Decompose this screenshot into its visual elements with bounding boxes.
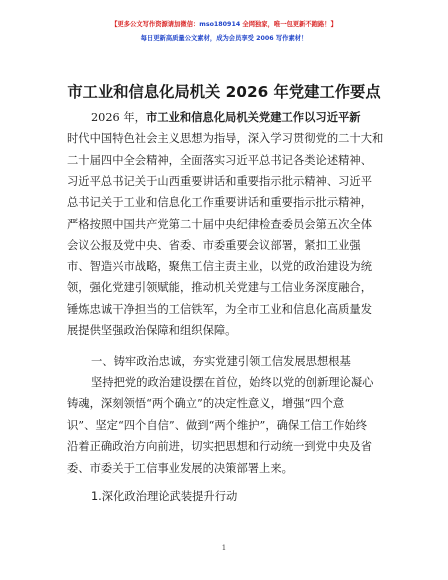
intro-line-lead: 时代中国特色社会主义思想为指导，深入学习贯彻党的二十大和 [67,132,384,145]
intro-line-lead: 会议公报及党中央、省委、市委重要会议部署，紧扣工业强 [67,239,361,252]
intro-paragraph-line [67,260,372,274]
section-1-paragraph-line [67,440,372,454]
intro-paragraph-line [67,132,383,146]
intro-line-lead: 总书记关于工业和信息化工作重要讲话和重要指示批示精神， [67,196,373,209]
intro-paragraph-line [67,218,372,232]
intro-paragraph-line [67,239,361,253]
section-1-paragraph-line [91,376,373,390]
intro-line-lead: 2026 年， [91,111,146,124]
promo-banner-line-1 [0,19,448,28]
intro-line-strong: 市工业和信息化局机关党建工作以习近平新 [145,111,361,124]
intro-line-lead: 领，强化党建引领赋能，推动机关党建与工信业务深度融合， [67,281,373,294]
section-body-text: 委、市委关于工信事业发展的决策部署上来。 [67,462,293,475]
section-body-text: 识”、坚定“四个自信”、做到“两个维护”，确保工信工作始终 [67,419,368,432]
intro-paragraph-line [67,154,372,168]
section-1-paragraph-line [67,419,367,433]
intro-line-lead: 展提供坚强政治保障和组织保障。 [67,324,237,337]
intro-paragraph-line [67,324,236,338]
intro-line-lead: 二十届四中全会精神，全面落实习近平总书记各类论述精神、 [67,154,373,167]
section-heading-1 [91,355,351,369]
promo-banner-line-2: 每日更新高质量公文素材，成为会员享受 2006 写作素材！ [140,35,308,42]
section-1-paragraph-line [67,397,344,411]
section-1-paragraph-line [67,462,293,476]
section-body-text: 铸魂，深刻领悟“两个确立”的决定性意义，增强“四个意 [67,397,345,410]
section-body-text: 沿着正确政治方向前进，切实把思想和行动统一到党中央及省 [67,440,373,453]
subsection-heading-1 [91,490,237,504]
subsection-heading-text: 1.深化政治理论武装提升行动 [91,490,238,503]
intro-line-lead: 严格按照中国共产党第二十届中央纪律检查委员会第五次全体 [67,218,373,231]
promo-banner-text-a: 【更多公文写作资源请加微信： [111,21,200,28]
promo-banner-wechat-id: mso180914 [199,21,241,28]
promo-banner-text-b: 全网独家，唯一包更新不跑路！】 [240,21,337,28]
section-body-text: 坚持把党的政治建设摆在首位，始终以党的创新理论凝心 [91,376,374,389]
intro-paragraph-line [91,111,361,125]
intro-paragraph-line [67,281,372,295]
intro-line-lead: 市、智造兴市战略，聚焦工信主责主业，以党的政治建设为统 [67,260,373,273]
intro-paragraph-line [67,303,372,317]
section-heading-text: 一、铸牢政治忠诚，夯实党建引领工信发展思想根基 [91,355,351,368]
intro-line-lead: 锤炼忠诚干净担当的工信铁军，为全市工业和信息化高质量发 [67,303,373,316]
intro-paragraph-line [67,196,372,210]
document-title: 市工业和信息化局机关 2026 年党建工作要点 [67,83,381,101]
page-number: 1 [221,544,227,552]
intro-paragraph-line [67,175,372,189]
intro-line-lead: 习近平总书记关于山西重要讲话和重要指示批示精神、习近平 [67,175,373,188]
